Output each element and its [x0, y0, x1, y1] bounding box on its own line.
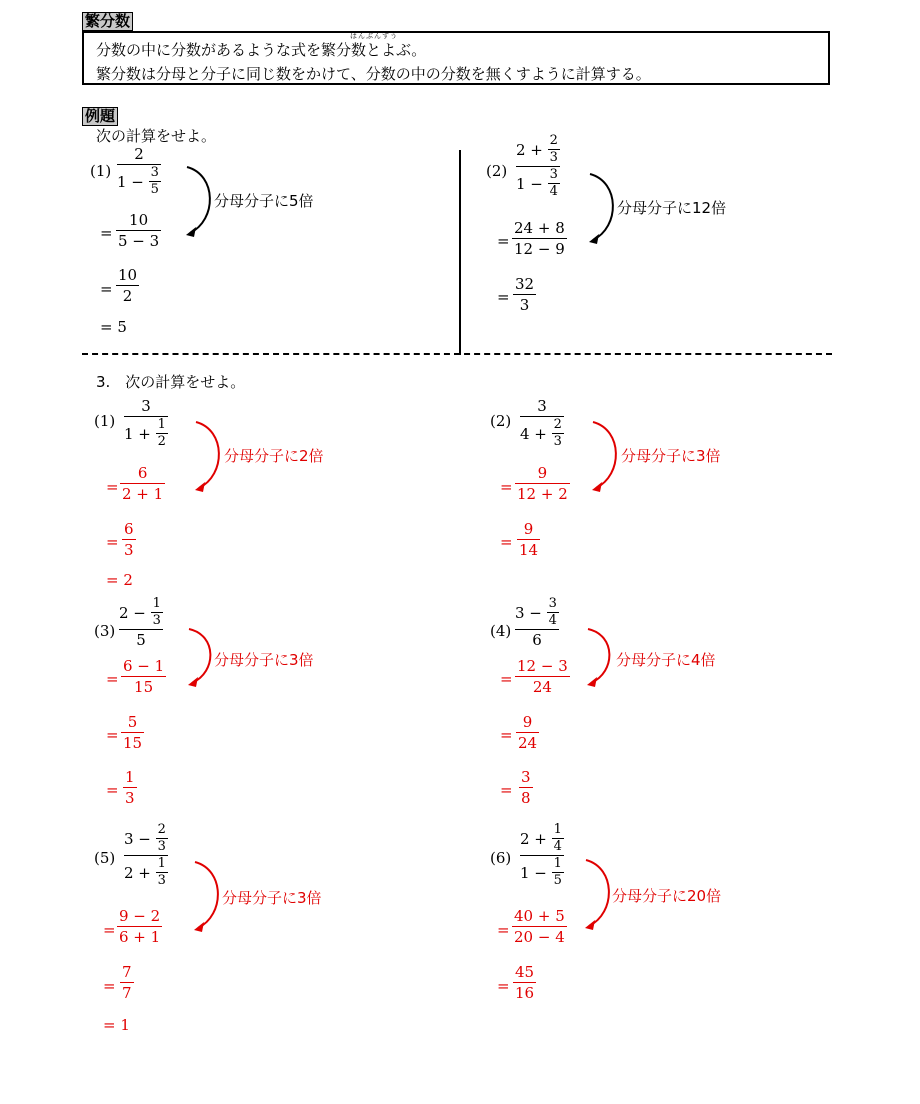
fraction-bar [515, 629, 559, 630]
inner-denominator: 3 [152, 613, 161, 628]
equals-sign: = [500, 533, 513, 551]
problem-3-expression [119, 597, 163, 649]
problem-4-step-3 [519, 768, 533, 807]
equals-sign: = [497, 921, 510, 939]
numerator-prefix: 3 − [515, 603, 542, 622]
numerator [520, 823, 564, 854]
problem-3-note: 分母分子に3倍 [214, 651, 314, 669]
denominator-prefix: 1 − [516, 174, 543, 193]
equals-sign: = [497, 977, 510, 995]
inner-fraction [547, 597, 559, 628]
inner-denominator: 3 [157, 839, 166, 854]
numerator: 9 [522, 713, 533, 731]
denominator [520, 857, 564, 888]
numerator: 45 [515, 963, 535, 981]
example-2-step-2 [513, 275, 536, 314]
problem-6-expression [520, 823, 564, 888]
arrow-icon [185, 165, 215, 240]
problem-1-step-2 [122, 520, 136, 559]
inner-numerator: 2 [549, 133, 558, 148]
example-1-label: (1) [90, 162, 112, 180]
denominator-prefix: 1 + [124, 424, 151, 443]
denominator: 6 [532, 631, 542, 649]
problem-5-expression [124, 823, 168, 888]
inner-denominator: 4 [548, 613, 557, 628]
denominator: 24 [532, 678, 552, 696]
numerator: 6 − 1 [123, 657, 165, 675]
numerator: 9 [523, 520, 534, 538]
problem-1-answer: = 2 [106, 571, 133, 589]
denominator: 2 + 1 [122, 485, 164, 503]
problem-1-expression [124, 397, 168, 449]
equals-sign: = [100, 224, 113, 242]
problem-3-step-1 [121, 657, 166, 696]
problem-3-step-2 [121, 713, 144, 752]
equals-sign: = [100, 280, 113, 298]
equals-sign: = [497, 232, 510, 250]
problems-title: 3. 次の計算をせよ。 [96, 373, 246, 391]
fraction-bar [512, 238, 567, 239]
problem-5-step-2 [120, 963, 134, 1002]
equals-sign: = [500, 726, 513, 744]
inner-numerator: 1 [152, 596, 161, 611]
denominator [124, 418, 168, 449]
fraction-bar [517, 539, 540, 540]
numerator: 3 [521, 768, 531, 786]
inner-fraction [149, 166, 161, 197]
problem-5-label: (5) [94, 849, 116, 867]
problem-4-label: (4) [490, 622, 512, 640]
arrow-icon [588, 172, 618, 247]
inner-denominator: 3 [157, 873, 166, 888]
equals-sign: = [500, 670, 513, 688]
fraction-bar [117, 926, 162, 927]
example-1-step-2 [116, 266, 139, 305]
denominator: 12 − 9 [514, 240, 565, 258]
problem-6-step-2 [513, 963, 536, 1002]
numerator: 9 − 2 [119, 907, 161, 925]
fraction-bar [116, 230, 161, 231]
fraction-bar [123, 787, 137, 788]
problem-3-step-3 [123, 768, 137, 807]
problem-1-note: 分母分子に2倍 [224, 447, 324, 465]
arrow-icon [586, 627, 616, 689]
equals-sign: = [106, 781, 119, 799]
inner-fraction [548, 134, 560, 165]
equals-sign: = [500, 478, 513, 496]
equals-sign: = [103, 977, 116, 995]
inner-numerator: 1 [157, 856, 166, 871]
inner-numerator: 3 [548, 596, 557, 611]
numerator: 10 [129, 211, 149, 229]
inner-denominator: 5 [553, 873, 562, 888]
problem-4-step-1 [515, 657, 570, 696]
problem-6-note: 分母分子に20倍 [612, 887, 722, 905]
problem-4-note: 分母分子に4倍 [616, 651, 716, 669]
denominator-prefix: 1 − [117, 172, 144, 191]
denominator-prefix: 1 − [520, 863, 547, 882]
problem-2-step-1 [515, 464, 570, 503]
inner-numerator: 3 [150, 165, 159, 180]
denominator: 16 [515, 984, 535, 1002]
example-1-step-1 [116, 211, 161, 250]
numerator [124, 823, 168, 854]
inner-numerator: 2 [157, 822, 166, 837]
inner-numerator: 1 [553, 856, 562, 871]
inner-numerator: 2 [553, 417, 562, 432]
problem-2-step-2 [517, 520, 540, 559]
denominator: 15 [134, 678, 154, 696]
problem-5-answer: = 1 [103, 1016, 130, 1034]
numerator: 24 + 8 [514, 219, 565, 237]
inner-numerator: 1 [157, 417, 166, 432]
example-1-answer: = 5 [100, 318, 127, 336]
numerator: 1 [125, 768, 135, 786]
example-1-expression [117, 145, 161, 197]
inner-numerator: 3 [549, 167, 558, 182]
equals-sign: = [106, 670, 119, 688]
example-2-label: (2) [486, 162, 508, 180]
fraction-bar [515, 676, 570, 677]
denominator: 3 [519, 296, 530, 314]
numerator: 6 [137, 464, 148, 482]
inner-fraction [156, 857, 168, 888]
denominator [124, 857, 168, 888]
arrow-icon [194, 420, 224, 495]
denominator-prefix: 4 + [520, 424, 547, 443]
denominator-prefix: 2 + [124, 863, 151, 882]
example-2-step-1 [512, 219, 567, 258]
problem-5-note: 分母分子に3倍 [222, 889, 322, 907]
problem-2-label: (2) [490, 412, 512, 430]
problem-5-step-1 [117, 907, 162, 946]
equals-sign: = [497, 288, 510, 306]
inner-denominator: 5 [150, 182, 159, 197]
equals-sign: = [106, 478, 119, 496]
problem-1-label: (1) [94, 412, 116, 430]
numerator: 6 [124, 520, 134, 538]
fraction-bar [116, 285, 139, 286]
fraction-bar [121, 732, 144, 733]
numerator-prefix: 3 − [124, 829, 151, 848]
section-header [82, 11, 133, 31]
denominator: 8 [521, 789, 531, 807]
inner-fraction [548, 168, 560, 199]
problem-6-step-1 [512, 907, 567, 946]
inner-denominator: 3 [549, 150, 558, 165]
inner-denominator: 3 [553, 434, 562, 449]
numerator [515, 597, 559, 628]
problem-2-note: 分母分子に3倍 [621, 447, 721, 465]
denominator: 7 [122, 984, 132, 1002]
fraction-bar [513, 982, 536, 983]
denominator: 3 [124, 541, 134, 559]
denominator: 5 [136, 631, 146, 649]
example-header [82, 106, 118, 126]
example-2-note: 分母分子に12倍 [617, 199, 727, 217]
definition-box [82, 31, 830, 85]
arrow-icon [193, 860, 223, 935]
denominator: 3 [125, 789, 135, 807]
fraction-bar [519, 787, 533, 788]
denominator: 12 + 2 [517, 485, 568, 503]
equals-sign: = [106, 533, 119, 551]
inner-fraction [552, 418, 564, 449]
vertical-divider [459, 150, 461, 355]
problem-4-step-2 [516, 713, 539, 752]
inner-denominator: 4 [553, 839, 562, 854]
fraction-bar [516, 732, 539, 733]
arrow-icon [591, 420, 621, 495]
denominator [520, 418, 564, 449]
numerator: 5 [127, 713, 138, 731]
inner-fraction [552, 857, 564, 888]
denominator: 2 [122, 287, 133, 305]
fraction-bar [120, 982, 134, 983]
numerator-prefix: 2 + [520, 829, 547, 848]
numerator: 32 [515, 275, 535, 293]
inner-fraction [156, 418, 168, 449]
fraction-bar [122, 539, 136, 540]
inner-denominator: 2 [157, 434, 166, 449]
denominator: 5 − 3 [118, 232, 160, 250]
denominator: 20 − 4 [514, 928, 565, 946]
inner-fraction [151, 597, 163, 628]
fraction-bar [513, 294, 536, 295]
fraction-bar [121, 676, 166, 677]
arrow-icon [187, 627, 217, 689]
numerator: 10 [118, 266, 138, 284]
inner-fraction [552, 823, 564, 854]
section-title: 繁分数 [82, 12, 133, 31]
fraction-bar [515, 483, 570, 484]
example-instruction: 次の計算をせよ。 [96, 127, 217, 145]
equals-sign: = [106, 726, 119, 744]
numerator: 12 − 3 [517, 657, 568, 675]
arrow-icon [584, 858, 614, 933]
denominator [516, 168, 560, 199]
example-2-expression [516, 134, 560, 199]
numerator [119, 597, 163, 628]
numerator: 40 + 5 [514, 907, 565, 925]
numerator: 3 [141, 397, 151, 415]
denominator: 24 [518, 734, 538, 752]
denominator: 6 + 1 [119, 928, 161, 946]
numerator: 7 [122, 963, 132, 981]
denominator [117, 166, 161, 197]
numerator-prefix: 2 + [516, 140, 543, 159]
dashed-divider [82, 353, 832, 355]
problem-2-expression [520, 397, 564, 449]
denominator: 15 [123, 734, 143, 752]
example-title: 例題 [82, 107, 118, 126]
numerator: 2 [134, 145, 144, 163]
numerator: 9 [537, 464, 548, 482]
denominator: 14 [519, 541, 539, 559]
problem-4-expression [515, 597, 559, 649]
inner-numerator: 1 [553, 822, 562, 837]
problem-6-label: (6) [490, 849, 512, 867]
fraction-bar [119, 629, 163, 630]
fraction-bar [120, 483, 165, 484]
numerator: 3 [537, 397, 547, 415]
problem-1-step-1 [120, 464, 165, 503]
definition-line-1: 分数の中に分数があるような式を繁分数とよぶ。 [96, 41, 427, 59]
numerator-prefix: 2 − [119, 603, 146, 622]
ruby-reading: はんぶんすう [350, 32, 398, 40]
fraction-bar [512, 926, 567, 927]
problem-3-label: (3) [94, 622, 116, 640]
numerator [516, 134, 560, 165]
inner-denominator: 4 [549, 184, 558, 199]
example-1-note: 分母分子に5倍 [214, 192, 314, 210]
inner-fraction [156, 823, 168, 854]
definition-line-2: 繁分数は分母と分子に同じ数をかけて、分数の中の分数を無くすように計算する。 [96, 65, 651, 83]
equals-sign: = [500, 781, 513, 799]
equals-sign: = [103, 921, 116, 939]
